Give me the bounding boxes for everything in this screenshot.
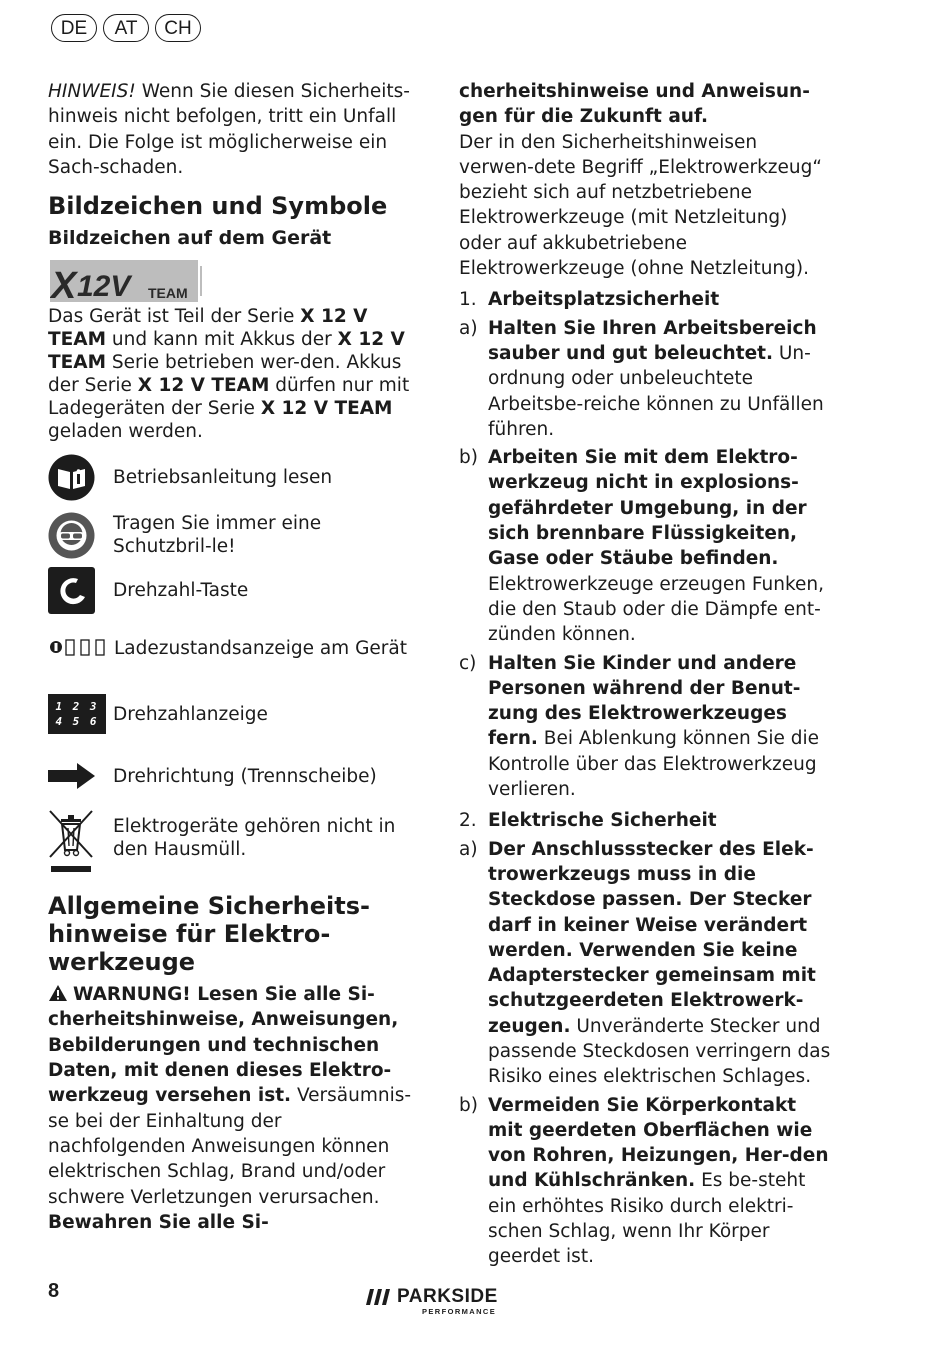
warning-triangle-icon xyxy=(48,984,68,1002)
section-heading-safety: Allgemeine Sicherheits-hinweise für Elektro-werkzeuge xyxy=(48,892,370,977)
list-body-1a xyxy=(488,316,831,442)
list-bold-2b: Vermeiden Sie Körperkontakt mit geerdeten Oberflächen wie von Rohren, Heizungen, Her-den und Kühlschränken. xyxy=(488,1094,829,1192)
list-bold-1c: Halten Sie Kinder und andere Personen während der Benut-zung des Elektrowerkzeuges fern. xyxy=(488,652,801,750)
warning-bold: WARNUNG! Lesen Sie alle Si-cherheitshinweise, Anweisungen, Bebilderungen und technischen Daten, mit denen dieses Elektro-werkzeug versehen ist. xyxy=(48,984,399,1107)
speed-button-icon xyxy=(48,567,95,614)
list-marker-1b: b) xyxy=(459,447,478,469)
right-column xyxy=(459,79,831,1270)
svg-text:X: X xyxy=(51,265,77,303)
notice-text: Wenn Sie diesen Sicherheits-hinweis nicht befolgen, tritt ein Unfall ein. Die Folge ist möglicherweise ein Sach-schaden. xyxy=(48,81,410,178)
list-text-1a: Un-ordnung oder unbeleuchtete Arbeitsbe-reiche können zu Unfällen führen. xyxy=(488,342,824,440)
symbol-label-speed-display: Drehzahlanzeige xyxy=(113,703,268,725)
list-marker-2b: b) xyxy=(459,1094,478,1116)
list-bold-1a: Halten Sie Ihren Arbeitsbereich sauber und gut beleuchtet. xyxy=(488,317,817,364)
list-item-2a xyxy=(459,837,831,1090)
list-marker-2a: a) xyxy=(459,838,478,860)
symbol-label-weee: Elektrogeräte gehören nicht in den Hausmüll. xyxy=(113,816,396,861)
list-marker-1a: a) xyxy=(459,317,478,339)
list-text-1b: Elektrowerkzeuge erzeugen Funken, die den Staub oder die Dämpfe ent-zünden können. xyxy=(488,573,825,646)
list-body-2a xyxy=(488,837,831,1090)
country-badges xyxy=(51,14,201,42)
list-body-2b xyxy=(488,1093,831,1270)
list-item-1b xyxy=(459,445,831,647)
brand-name: PARKSIDE xyxy=(397,1286,498,1307)
svg-text:12V: 12V xyxy=(77,270,131,303)
list-bold-2a: Der Anschlussstecker des Elek-trowerkzeugs muss in die Steckdose passen. Der Stecker darf in keiner Weise verändert werden. Verwenden Sie keine Adapterstecker gemeinsam mit schutzgeerdeten Elektrowerk-zeugen. xyxy=(488,838,816,1037)
country-badge-de: DE xyxy=(51,14,97,42)
series-text-5: geladen werden. xyxy=(48,421,203,443)
list-text-2a: Unveränderte Stecker und passende Steckdosen verringern das Risiko eines elektrischen Schlages. xyxy=(488,1015,831,1088)
series-text-3: Serie betrieben wer-den. Akkus der Serie xyxy=(48,352,402,397)
charge-indicator-icon xyxy=(48,638,114,658)
list-body-1b xyxy=(488,445,831,647)
list-body-1c xyxy=(488,651,831,803)
page-number: 8 xyxy=(48,1280,60,1302)
symbol-row-weee xyxy=(48,810,420,876)
section-2 xyxy=(459,808,831,1269)
section-1-number: 1. xyxy=(459,289,477,311)
symbol-label-direction: Drehrichtung (Trennscheibe) xyxy=(113,765,377,787)
symbol-row-direction xyxy=(48,752,420,800)
symbol-row-speed-button xyxy=(48,566,420,614)
series-text-2: und kann mit Akkus der xyxy=(105,329,338,351)
parkside-logo xyxy=(366,1287,498,1316)
section-2-heading xyxy=(459,808,831,833)
section-heading-symbols: Bildzeichen und Symbole xyxy=(48,192,388,221)
series-name-2: X 12 V TEAM xyxy=(48,329,405,374)
goggles-icon xyxy=(48,512,95,559)
country-badge-ch: CH xyxy=(155,14,201,42)
x12v-team-logo xyxy=(50,260,202,302)
list-marker-1c: c) xyxy=(459,652,477,674)
brand-slashes-icon xyxy=(366,1289,392,1305)
series-name-4: X 12 V TEAM xyxy=(260,398,393,420)
subheading-device-symbols: Bildzeichen auf dem Gerät xyxy=(48,227,332,250)
symbol-row-charge xyxy=(48,628,420,668)
speed-display-icon xyxy=(48,694,106,734)
section-2-title: Elektrische Sicherheit xyxy=(488,810,717,832)
list-text-1c: Bei Ablenkung können Sie die Kontrolle über das Elektrowerkzeug verlieren. xyxy=(488,728,819,801)
section-1 xyxy=(459,287,831,802)
continuation-paragraph xyxy=(459,79,831,281)
continuation-text: Der in den Sicherheitshinweisen verwen-dete Begriff „Elektrowerkzeug“ bezieht sich auf netzbetriebene Elektrowerkzeuge (mit Netzleitung) oder auf akkubetriebene Elektrowerkzeuge (ohne Netzleitung). xyxy=(459,131,822,280)
notice-lead: HINWEIS! xyxy=(48,81,136,102)
symbol-label-manual: Betriebsanleitung lesen xyxy=(113,466,333,488)
continuation-bold: cherheitshinweise und Anweisun-gen für die Zukunft auf. xyxy=(459,81,810,128)
arrow-right-icon xyxy=(48,763,96,789)
list-item-2b xyxy=(459,1093,831,1270)
series-text-4: dürfen nur mit Ladegeräten der Serie xyxy=(48,375,410,420)
display-digits-top: 1 2 3 xyxy=(55,700,99,714)
symbol-row-manual xyxy=(48,453,420,501)
svg-text:TEAM: TEAM xyxy=(148,285,188,302)
manual-icon xyxy=(48,454,95,501)
series-name-1: X 12 V TEAM xyxy=(48,306,368,351)
section-2-number: 2. xyxy=(459,810,477,832)
display-digits-bottom: 4 5 6 xyxy=(55,715,99,729)
weee-bin-icon xyxy=(48,810,94,874)
series-paragraph xyxy=(48,305,420,443)
notice-paragraph xyxy=(48,79,420,180)
warning-paragraph xyxy=(48,982,420,1235)
symbol-row-goggles xyxy=(48,511,420,559)
warning-text: Versäumnis-se bei der Einhaltung der nachfolgenden Anweisungen können elektrischen Schlag, Brand und/oder schwere Verletzungen verursachen. xyxy=(48,1085,412,1208)
series-text-1: Das Gerät ist Teil der Serie xyxy=(48,306,301,328)
list-bold-1b: Arbeiten Sie mit dem Elektro-werkzeug nicht in explosions-gefährdeter Umgebung, in der sich brennbare Flüssigkeiten, Gase oder Stäube befinden. xyxy=(488,447,807,570)
symbol-label-goggles: Tragen Sie immer eine Schutzbril-le! xyxy=(113,513,322,558)
symbol-label-charge: Ladezustandsanzeige am Gerät xyxy=(114,637,407,659)
list-item-1c xyxy=(459,651,831,803)
brand-subline: PERFORMANCE xyxy=(422,1307,497,1316)
warning-bold-2: Bewahren Sie alle Si- xyxy=(48,1211,269,1233)
symbol-row-speed-display xyxy=(48,690,420,738)
list-text-2b: Es be-steht ein erhöhtes Risiko durch elektri-schen Schlag, wenn Ihr Körper geerdet ist. xyxy=(488,1170,806,1268)
left-column xyxy=(48,79,420,1235)
country-badge-at: AT xyxy=(103,14,149,42)
section-1-heading xyxy=(459,287,831,312)
section-1-title: Arbeitsplatzsicherheit xyxy=(488,289,720,311)
series-name-3: X 12 V TEAM xyxy=(137,375,270,397)
list-item-1a xyxy=(459,316,831,442)
symbol-label-speed-button: Drehzahl-Taste xyxy=(113,579,249,601)
